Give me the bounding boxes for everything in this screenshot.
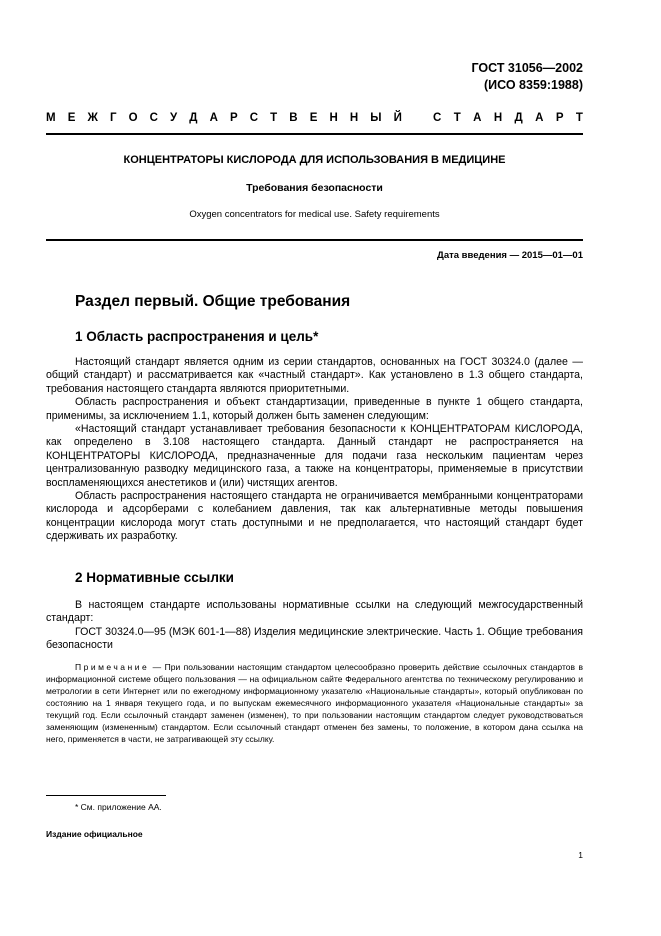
paragraph: В настоящем стандарте использованы нормативные ссылки на следующий межгосударственный стандарт: (46, 599, 583, 625)
clause-2-heading: 2 Нормативные ссылки (75, 570, 234, 585)
banner-letter: Т (453, 112, 461, 124)
page-number: 1 (578, 850, 583, 860)
title-divider (46, 239, 583, 241)
banner-letter: Д (514, 112, 523, 124)
banner-letter: Д (189, 112, 198, 124)
banner-letter: С (433, 112, 442, 124)
paragraph: Настоящий стандарт является одним из серии стандартов, основанных на ГОСТ 30324.0 (далее — общий стандарт) и рассматривается как «частный стандарт». Как установлено в 1.3 общего стандарта, требования настоящего стандарта являются приоритетными. (46, 356, 583, 395)
banner-letter: Т (575, 112, 583, 124)
banner-letter: А (473, 112, 482, 124)
footnote-divider (46, 795, 166, 796)
gost-code-block (471, 60, 583, 94)
banner-letter: М (46, 112, 56, 124)
top-divider (46, 133, 583, 135)
clause-1-body (46, 356, 583, 544)
banner-letter: Е (309, 112, 318, 124)
clause-1-heading: 1 Область распространения и цель* (75, 329, 319, 344)
banner-letter: Н (493, 112, 503, 124)
banner-letter: А (535, 112, 544, 124)
banner-letter: Е (67, 112, 76, 124)
paragraph: Область распространения настоящего стандарта не ограничивается мембранными концентраторами кислорода и адсорберами с колебанием давления, так как альтернативные методы повышения концентрации кислорода могут стать доступными и не предполагается, что настоящий стандарт будет сдерживать их разработку. (46, 490, 583, 543)
banner-letter: Н (349, 112, 359, 124)
banner-letter: О (128, 112, 138, 124)
standard-word (433, 112, 583, 124)
banner-letter: Р (555, 112, 564, 124)
banner-letter: Н (329, 112, 338, 124)
note (46, 661, 583, 745)
banner-letter: С (249, 112, 259, 124)
interstate-standard-banner (46, 112, 583, 124)
section-heading: Раздел первый. Общие требования (75, 293, 351, 310)
banner-letter: А (209, 112, 218, 124)
banner-letter: Й (393, 112, 402, 124)
clause-2-body (46, 599, 583, 653)
reference-entry: ГОСТ 30324.0—95 (МЭК 601-1—88) Изделия медицинские электрические. Часть 1. Общие требования безопасности (46, 625, 583, 652)
paragraph: «Настоящий стандарт устанавливает требования безопасности к КОНЦЕНТРАТОРАМ КИСЛОРОДА, как определено в 3.108 настоящего стандарта. Данный стандарт не распространяется на КОНЦЕНТРАТОРЫ КИСЛОРОДА, предназначенные для подачи газа нескольким пациентам через централизованную разводку медицинского газа, а также на концентраторы, применяемые в присутствии воспламеняющихся анестетиков и (или) чистящих агентов. (46, 423, 583, 489)
banner-letter: С (149, 112, 158, 124)
iso-number: (ИСО 8359:1988) (484, 78, 583, 92)
edition-label: Издание официальное (46, 829, 143, 839)
banner-letter: Г (109, 112, 117, 124)
document-title: КОНЦЕНТРАТОРЫ КИСЛОРОДА ДЛЯ ИСПОЛЬЗОВАНИЯ В МЕДИЦИНЕ (123, 154, 506, 166)
footnote: * См. приложение АА. (75, 802, 162, 812)
note-label: Примечание (75, 662, 150, 672)
gost-number: ГОСТ 31056—2002 (471, 61, 583, 75)
banner-letter: Р (229, 112, 238, 124)
banner-letter: У (170, 112, 178, 124)
english-title: Oxygen concentrators for medical use. Safety requirements (189, 209, 440, 220)
document-subtitle: Требования безопасности (246, 182, 383, 194)
introduction-date: Дата введения — 2015—01—01 (437, 250, 583, 261)
interstate-word (46, 112, 402, 124)
banner-letter: Ы (370, 112, 382, 124)
banner-letter: В (289, 112, 298, 124)
note-text: — При пользовании настоящим стандартом целесообразно проверить действие ссылочных стандартов в информационной системе общего пользования — на официальном сайте Федерального агентства по техническому регулированию и метрологии в сети Интернет или по ежегодному информационному указателю «Национальные стандарты», который опубликован по состоянию на 1 января текущего года, и по выпускам ежемесячного информационного указателя «Национальные стандарты» за текущий год. Если ссылочный стандарт заменен (изменен), то при пользовании настоящим стандартом следует руководствоваться заменяющим (измененным) стандартом. Если ссылочный стандарт отменен без замены, то положение, в котором дана ссылка на него, применяется в части, не затрагивающей эту ссылку. (46, 662, 583, 744)
banner-letter: Т (270, 112, 278, 124)
paragraph: Область распространения и объект стандартизации, приведенные в пункте 1 общего стандарта, применимы, за исключением 1.1, который должен быть заменен следующим: (46, 396, 583, 422)
banner-letter: Ж (87, 112, 98, 124)
